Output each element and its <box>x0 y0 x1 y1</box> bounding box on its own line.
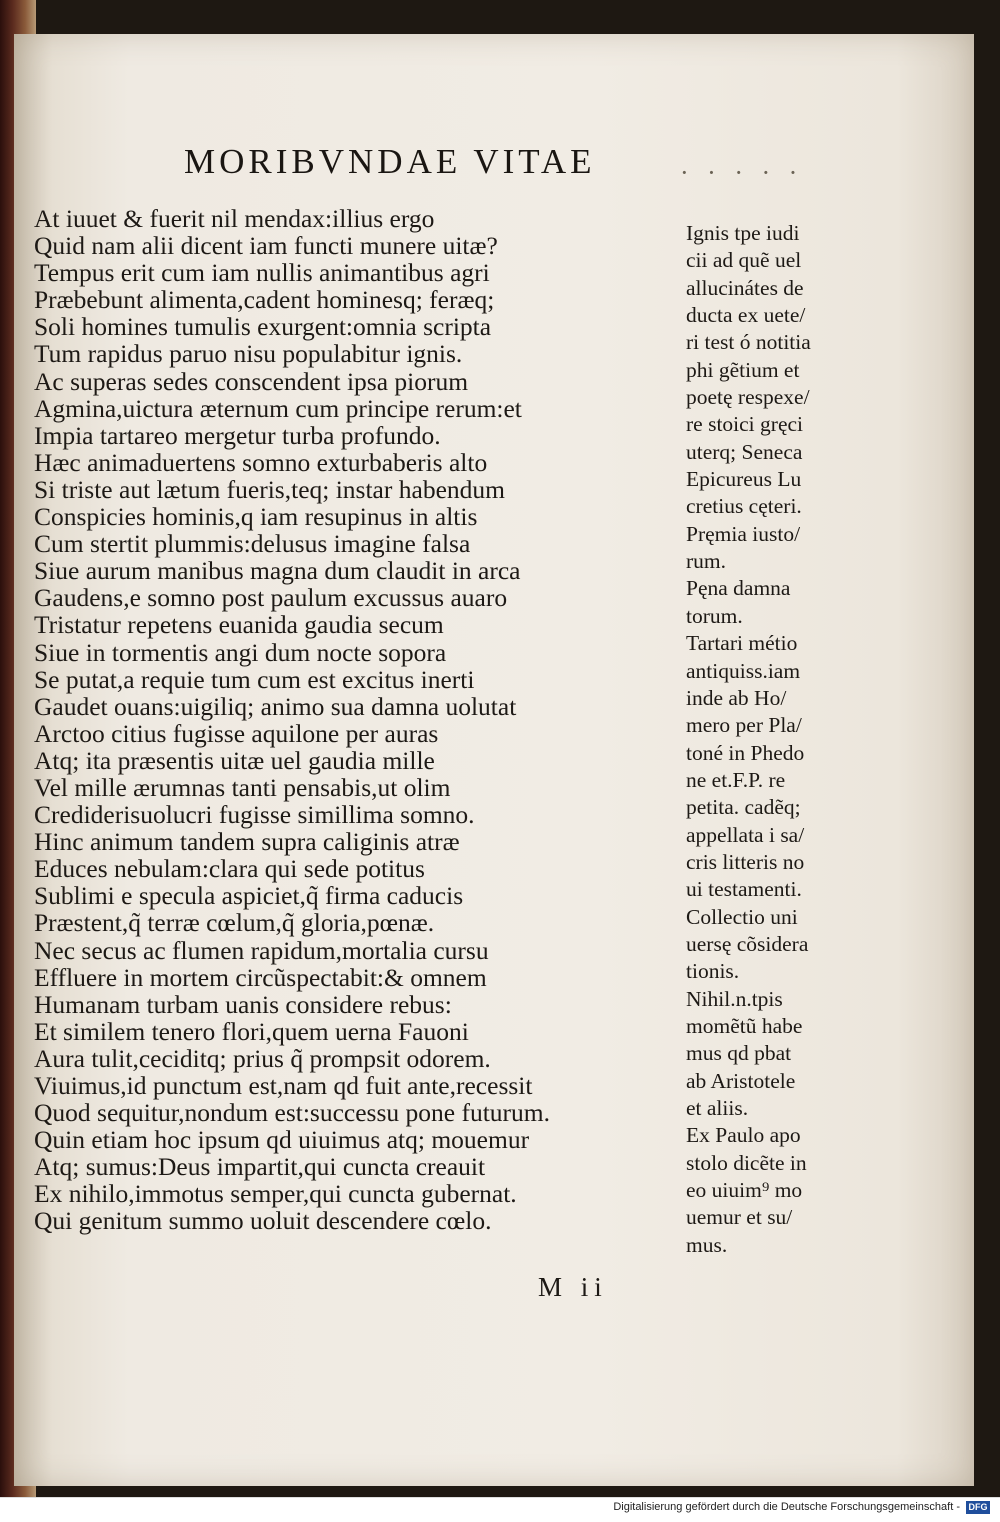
verse-line: At iuuet & fuerit nil mendax:illius ergo <box>34 204 435 233</box>
verse-line: Sublimi e specula aspiciet,q̃ firma caducis <box>34 881 464 911</box>
gloss-line: cretius cęteri. <box>686 494 802 519</box>
gloss-line: phi gẽtium et <box>686 357 800 382</box>
verse-line: Vel mille ærumnas tanti pensabis,ut olim <box>34 772 451 802</box>
verse-line: Se putat,a requie tum cum est excitus inerti <box>34 664 475 694</box>
head-ornament: · · · · · <box>680 158 804 187</box>
gloss-line: rum. <box>686 549 727 574</box>
gloss-line: stolo dicẽte in <box>686 1150 807 1175</box>
gloss-line: Pręmia iusto/ <box>686 521 801 546</box>
verse-line: Præbebunt alimenta,cadent hominesq; feræq; <box>34 285 495 315</box>
verse-line: Cum stertit plummis:delusus imagine falsa <box>34 529 471 559</box>
verse-line: Qui genitum summo uoluit descendere cœlo. <box>34 1206 492 1236</box>
verse-line: Educes nebulam:clara qui sede potitus <box>34 854 425 884</box>
gloss-line: uterq; Seneca <box>686 439 803 464</box>
verse-line: Impia tartareo mergetur turba profundo. <box>34 420 441 450</box>
gloss-line: cii ad quẽ uel <box>686 248 802 273</box>
gloss-line: torum. <box>686 603 743 628</box>
verse-line: Agmina,uictura æternum cum principe rerum:et <box>34 393 522 423</box>
gloss-line: toné in Phedo <box>686 740 805 765</box>
running-head: MORIBVNDAE VITAE <box>184 142 596 181</box>
verse-line: Crediderisuolucri fugisse simillima somno. <box>34 800 475 830</box>
gloss-line: mus qd pbat <box>686 1041 792 1066</box>
gloss-line: mus. <box>686 1232 728 1257</box>
verse-column <box>34 205 634 1235</box>
gloss-line: Nihil.n.tpis <box>686 986 783 1011</box>
verse-line: Siue in tormentis angi dum nocte sopora <box>34 637 447 667</box>
verse-line: Hæc animaduertens somno exturbaberis alto <box>34 447 488 477</box>
gloss-line: inde ab Ho/ <box>686 685 787 710</box>
gloss-line: Ignis tpe iudi <box>686 221 800 245</box>
gloss-line: antiquiss.iam <box>686 658 801 683</box>
verse-line: Ex nihilo,immotus semper,qui cuncta gubernat. <box>34 1179 517 1209</box>
gloss-line: Tartari métio <box>686 631 798 656</box>
verse-line: Quid nam alii dicent iam functi munere uitæ? <box>34 231 498 261</box>
verse-line: Quin etiam hoc ipsum qd uiuimus atq; mouemur <box>34 1125 530 1155</box>
verse-line: Effluere in mortem circũspectabit:& omnem <box>34 962 487 992</box>
verse-line: Quod sequitur,nondum est:successu pone futurum. <box>34 1098 550 1128</box>
verse-line: Gaudet ouans:uigiliq; animo sua damna uolutat <box>34 691 517 721</box>
gloss-line: poetę respexe/ <box>686 385 810 410</box>
verse-line: Et similem tenero flori,quem uerna Fauoni <box>34 1016 469 1046</box>
gloss-line: Pęna damna <box>686 576 791 601</box>
gloss-line: ui testamenti. <box>686 877 802 902</box>
gloss-line: uemur et su/ <box>686 1205 793 1230</box>
gloss-line: allucinátes de <box>686 275 804 300</box>
gloss-line: petita. cadẽq; <box>686 795 801 820</box>
verse-line: Tempus erit cum iam nullis animantibus agri <box>34 258 490 288</box>
verse-line: Atq; sumus:Deus impartit,qui cuncta creauit <box>34 1152 486 1182</box>
dfg-logo: DFG <box>966 1501 990 1514</box>
gloss-line: ab Aristotele <box>686 1068 796 1093</box>
gloss-line: ri test ó notitia <box>686 330 811 355</box>
footer-credit: Digitalisierung gefördert durch die Deutsche Forschungsgemeinschaft - <box>613 1501 960 1513</box>
verse-line: Gaudens,e somno post paulum excussus auaro <box>34 583 508 613</box>
verse-line: Nec secus ac flumen rapidum,mortalia cursu <box>34 935 489 965</box>
verse-line: Præstent,q̃ terræ cœlum,q̃ gloria,pœnæ. <box>34 908 435 938</box>
signature-mark: M ii <box>538 1272 608 1302</box>
verse-line: Atq; ita præsentis uitæ uel gaudia mille <box>34 745 435 775</box>
verse-line: Humanam turbam uanis considere rebus: <box>34 989 452 1019</box>
marginal-gloss-column <box>686 220 886 1259</box>
gloss-line: ducta ex uete/ <box>686 303 806 328</box>
verse-line: Conspicies hominis,q iam resupinus in altis <box>34 502 478 532</box>
gloss-line: Epicureus Lu <box>686 467 802 492</box>
verse-line: Aura tulit,ceciditq; prius q̃ prompsit odorem. <box>34 1043 491 1073</box>
gloss-line: appellata i sa/ <box>686 822 805 847</box>
gloss-line: cris litteris no <box>686 849 805 874</box>
verse-line: Tristatur repetens euanida gaudia secum <box>34 610 444 640</box>
verse-line: Si triste aut lætum fueris,teq; instar habendum <box>34 474 505 504</box>
verse-line: Tum rapidus paruo nisu populabitur ignis. <box>34 339 463 369</box>
gloss-line: Ex Paulo apo <box>686 1123 801 1148</box>
verse-line: Soli homines tumulis exurgent:omnia scripta <box>34 312 492 342</box>
verse-line: Ac superas sedes conscendent ipsa piorum <box>34 366 469 396</box>
gloss-line: mero per Pla/ <box>686 713 802 738</box>
gloss-line: momẽtũ habe <box>686 1013 803 1038</box>
verse-line: Hinc animum tandem supra caliginis atræ <box>34 827 460 857</box>
gloss-line: uersę cõsidera <box>686 931 809 956</box>
gloss-line: re stoici gręci <box>686 412 804 437</box>
verse-line: Viuimus,id punctum est,nam qd fuit ante,recessit <box>34 1071 533 1100</box>
verse-line: Arctoo citius fugisse aquilone per auras <box>34 718 439 748</box>
gloss-line: et aliis. <box>686 1096 749 1120</box>
gloss-line: eo uiuim⁹ mo <box>686 1178 803 1203</box>
gloss-line: Collectio uni <box>686 904 798 929</box>
gloss-line: ne et.F.P. re <box>686 767 786 792</box>
verse-line: Siue aurum manibus magna dum claudit in arca <box>34 556 521 586</box>
gloss-line: tionis. <box>686 959 740 984</box>
